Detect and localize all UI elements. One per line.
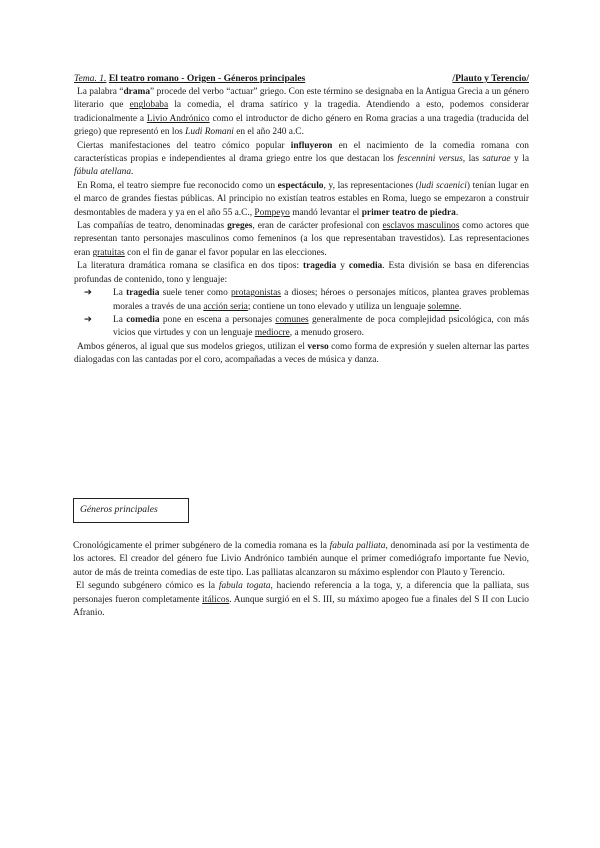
title-prefix: Tema. 1.: [74, 73, 107, 84]
title-right: /Plauto y Terencio/: [452, 73, 529, 84]
genre-list: [74, 287, 529, 341]
body-text: [74, 86, 529, 368]
genres-text: [73, 540, 529, 620]
paragraph-origin: La palabra “drama” procede del verbo “actuar” griego. Con este término se designaba en la Antigua Grecia a un género literario que englobaba la comedia, el drama satírico y la tragedia. Atendiendo a esto, podemos considerar tradicionalmente a Livio Andrónico como el introductor de dicho género en Roma gracias a una tragedia (traducida del griego) que representó en los Ludi Romani en el año 240 a.C.: [74, 87, 530, 138]
paragraph-palliata: Cronológicamente el primer subgénero de la comedia romana es la fabula palliata, denominada así por la vestimenta de los actores. El creador del género fue Livio Andrónico también aunque el primer comediógrafo importante fue Nevio, autor de más de treinta comedias de este tipo. Las palliatas alcanzaron su máximo esplendor con Plauto y Terencio.: [73, 541, 529, 578]
arrow-icon: ➔: [84, 314, 92, 325]
paragraph-influences: Ciertas manifestaciones del teatro cómico popular influyeron en el nacimiento de la comedia romana con características propias e independientes al drama griego entre los que destacan los fescennini versus, las saturae y la fábula atellana.: [74, 140, 529, 178]
paragraph-companies: Las compañías de teatro, denominadas greges, eran de carácter profesional con esclavos masculinos como actores que representan tanto personajes masculinos como femeninos (a los que representaban travestidos). Las representaciones eran gratuitas con el fin de ganar el favor popular en las elecciones.: [74, 221, 529, 258]
title-main: El teatro romano - Origen - Géneros principales: [108, 73, 306, 84]
section-heading: Géneros principales: [80, 504, 158, 515]
list-item-comedy: ➔ La comedia pone en escena a personajes comunes generalmente de poca complejidad psicológica, con más vicios que virtudes y con un lenguaje mediocre, a menudo grosero.: [84, 314, 529, 339]
paragraph-verse: Ambos géneros, al igual que sus modelos griegos, utilizan el verso como forma de expresión y suelen alternar las partes dialogadas con las cantadas por el coro, acompañadas a veces de música y danza.: [74, 341, 529, 366]
arrow-icon: ➔: [84, 288, 92, 299]
paragraph-spectacle: En Roma, el teatro siempre fue reconocido como un espectáculo, y, las representaciones (ludi scaenici) tenían lugar en el marco de grandes fiestas públicas. Al principio no existían teatros estables en Roma, luego se empezaron a construir desmontables de madera y ya en el año 55 a.C., Pompeyo mandó levantar el primer teatro de piedra.: [74, 180, 529, 218]
paragraph-classification: La literatura dramática romana se clasifica en dos tipos: tragedia y comedia. Esta división se basa en diferencias profundas de contenido, tono y lenguaje:: [74, 261, 530, 285]
document-title: [74, 72, 529, 85]
list-item-tragedy: ➔ La tragedia suele tener como protagonistas a dioses; héroes o personajes míticos, plantea graves problemas morales a través de una acción seria; contiene un tono elevado y utiliza un lenguaje solemne.: [84, 288, 530, 312]
paragraph-togata: El segundo subgénero cómico es la fabula togata, haciendo referencia a la toga, y, a diferencia que la palliata, sus personajes fueron completamente itálicos. Aunque surgió en el S. III, su máximo apogeo fue a finales del S II con Lucio Afranio.: [73, 581, 529, 619]
section-heading-box: [73, 498, 189, 523]
